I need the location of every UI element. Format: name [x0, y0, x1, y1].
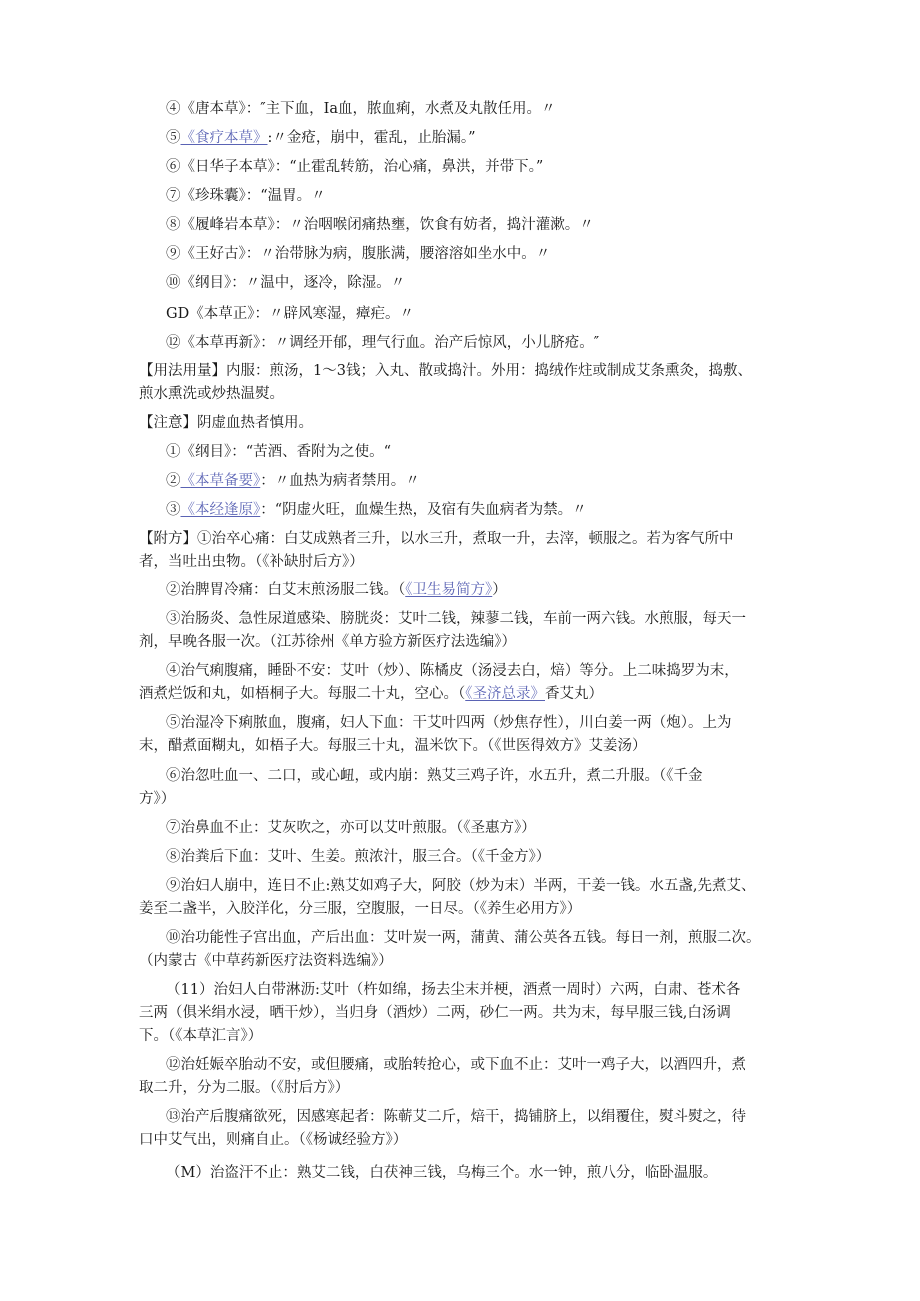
text-span: 香艾丸） — [545, 686, 603, 702]
text-span: ②治脾胃冷痛：白艾末煎汤服二钱。（ — [166, 582, 406, 598]
text-span: 【注意】阴虚血热者慎用。 — [139, 415, 313, 431]
text-span: 取二升，分为二服。（《肘后方》） — [139, 1080, 350, 1096]
text-line — [166, 157, 543, 177]
text-line — [166, 980, 740, 1000]
text-span: ⑬治产后腹痛欲死，因感寒起者：陈蕲艾二斤，焙干，捣铺脐上，以绢覆住，熨斗熨之，待 — [166, 1109, 746, 1125]
text-span: 口中艾气出，则痛自止。（《杨诚经验方》） — [139, 1132, 408, 1148]
text-line — [166, 818, 536, 838]
text-line — [139, 789, 175, 809]
text-span: ①《纲目》：“苦酒、香附为之使。“ — [166, 444, 392, 460]
text-line — [139, 384, 284, 404]
text-line — [139, 361, 752, 381]
text-span: ⑥《日华子本草》：“止霍乱转筋，治心痛，鼻洪，并带下。” — [166, 159, 544, 175]
text-span: ④治气痢腹痛，睡卧不安：艾叶（炒）、陈橘皮（汤浸去白，焙）等分。上二味捣罗为末， — [166, 663, 739, 679]
text-line — [166, 215, 594, 235]
text-span: 下。（《本草汇言》） — [139, 1028, 263, 1044]
text-span: ⑨治妇人崩中，连日不止:熟艾如鸡子大，阿胶（炒为末）半两，干姜一钱。水五盏,先煮艾、 — [166, 878, 756, 894]
text-span: ⑩《纲目》：〃温中，逐冷，除湿。〃 — [166, 275, 406, 291]
text-line — [166, 1163, 717, 1183]
text-span: ⑤治湿冷下痢脓血，腹痛，妇人下血：干艾叶四两（炒焦存性），川白姜一两（炮）。上为 — [166, 715, 732, 731]
text-line — [139, 684, 603, 704]
text-span: （M）治盗汗不止：熟艾二钱，白茯神三钱，乌梅三个。水一钟，煎八分，临卧温服。 — [166, 1165, 718, 1181]
text-line — [139, 413, 313, 433]
text-line — [139, 529, 734, 549]
text-span: GD《本草正》：〃辟风寒湿，瘴疟。〃 — [166, 306, 414, 322]
text-line — [166, 244, 550, 264]
text-span: ⑫《本草再新》：〃调经开郁，理气行血。治产后惊风，小儿脐疮。″ — [166, 335, 600, 351]
text-span: ④《唐本草》：″主下血，Ia血，脓血痢，水煮及丸散任用。〃 — [166, 101, 556, 117]
text-line — [166, 713, 732, 733]
text-line — [166, 500, 587, 520]
text-span: 者，当吐出虫物。（《补缺肘后方》） — [139, 554, 364, 570]
text-span: ③治肠炎、急性尿道感染、膀胱炎：艾叶二钱，辣蓼二钱，车前一两六钱。水煎服，每天一 — [166, 611, 746, 627]
text-span: ⑥治忽吐血一、二口，或心衄，或内崩：熟艾三鸡子许，水五升，煮二升服。（《千金 — [166, 768, 703, 784]
text-line — [166, 304, 414, 324]
text-span: 【用法用量】内服：煎汤，1〜3钱；入丸、散或捣汁。外用：捣绒作炷或制成艾条熏灸，捣敷、 — [139, 363, 752, 379]
text-line — [166, 661, 739, 681]
text-line — [166, 186, 326, 206]
text-span: ② — [166, 473, 181, 489]
text-span: :〃金疮，崩中，霍乱，止胎漏。” — [267, 130, 476, 146]
text-span: 【附方】①治卒心痛：白艾成熟者三升，以水三升，煮取一升，去滓，顿服之。若为客气所中 — [139, 531, 734, 547]
text-line — [166, 471, 420, 491]
text-line — [139, 1078, 349, 1098]
text-span: ⑧《履峰岩本草》：〃治咽喉闭痛热壅，饮食有妨者，捣汁灌漱。〃 — [166, 217, 594, 233]
text-span: 末，醋煮面糊丸，如梧子大。每服三十丸，温米饮下。（《世医得效方》艾姜汤） — [139, 738, 647, 754]
text-span: ⑤ — [166, 130, 181, 146]
text-line — [166, 580, 507, 600]
text-line — [166, 928, 761, 948]
text-span: ） — [492, 582, 507, 598]
reference-link[interactable]: 《卫生易简方》 — [405, 582, 493, 598]
text-line — [166, 847, 550, 867]
text-line — [166, 128, 476, 148]
text-line — [166, 333, 599, 353]
text-span: ：〃血热为病者禁用。〃 — [260, 473, 420, 489]
text-line — [166, 766, 703, 786]
text-span: 三两（俱米绢水浸，晒干炒），当归身（酒炒）二两，砂仁一两。共为末，每早服三钱,白汤调 — [139, 1005, 731, 1021]
text-span: （内蒙古《中草药新医疗法资料选编》） — [139, 953, 393, 969]
text-line — [166, 99, 556, 119]
text-line — [139, 552, 364, 572]
text-line — [139, 1026, 262, 1046]
text-span: 酒煮烂饭和丸，如梧桐子大。每服二十丸，空心。（ — [139, 686, 466, 702]
text-line — [139, 1003, 731, 1023]
text-span: ③ — [166, 502, 181, 518]
text-span: ：“阴虚火旺，血燥生热，及宿有失血病者为禁。〃 — [260, 502, 587, 518]
text-line — [166, 876, 756, 896]
text-line — [166, 609, 746, 629]
reference-link[interactable]: 《本经逢原》 — [180, 502, 261, 518]
reference-link[interactable]: 《食疗本草》 — [180, 130, 268, 146]
text-line — [139, 736, 647, 756]
text-line — [139, 951, 393, 971]
text-span: 剂，早晚各服一次。（江苏徐州《单方验方新医疗法选编》） — [139, 634, 516, 650]
text-span: ⑩治功能性子宫出血，产后出血：艾叶炭一两，蒲黄、蒲公英各五钱。每日一剂，煎服二次。 — [166, 930, 761, 946]
text-span: ⑧治粪后下血：艾叶、生姜。煎浓汁，服三合。（《千金方》） — [166, 849, 551, 865]
reference-link[interactable]: 《本草备要》 — [180, 473, 261, 489]
text-line — [139, 632, 516, 652]
text-line — [139, 899, 581, 919]
text-line — [166, 442, 391, 462]
text-span: （11）治妇人白带淋沥:艾叶（杵如绵，扬去尘末并梗，酒煮一周时）六两，白肃、苍术各 — [166, 982, 741, 998]
text-span: ⑦《珍珠囊》：“温胃。〃 — [166, 188, 326, 204]
text-line — [139, 1130, 407, 1150]
text-span: 方》） — [139, 791, 176, 807]
text-line — [166, 273, 405, 293]
text-span: ⑦治鼻血不止：艾灰吹之，亦可以艾叶煎服。（《圣惠方》） — [166, 820, 536, 836]
text-span: ⑫治妊娠卒胎动不安，或但腰痛，或胎转抢心，或下血不止：艾叶一鸡子大，以酒四升，煮 — [166, 1057, 746, 1073]
text-span: ⑨《王好古》：〃治带脉为病，腹胀满，腰溶溶如坐水中。〃 — [166, 246, 551, 262]
text-line — [166, 1055, 746, 1075]
reference-link[interactable]: 《圣济总录》 — [465, 686, 545, 702]
text-span: 姜至二盏半，入胶洋化，分三服，空腹服，一日尽。（《养生必用方》） — [139, 901, 582, 917]
text-span: 煎水熏洗或炒热温熨。 — [139, 386, 284, 402]
text-line — [166, 1107, 746, 1127]
